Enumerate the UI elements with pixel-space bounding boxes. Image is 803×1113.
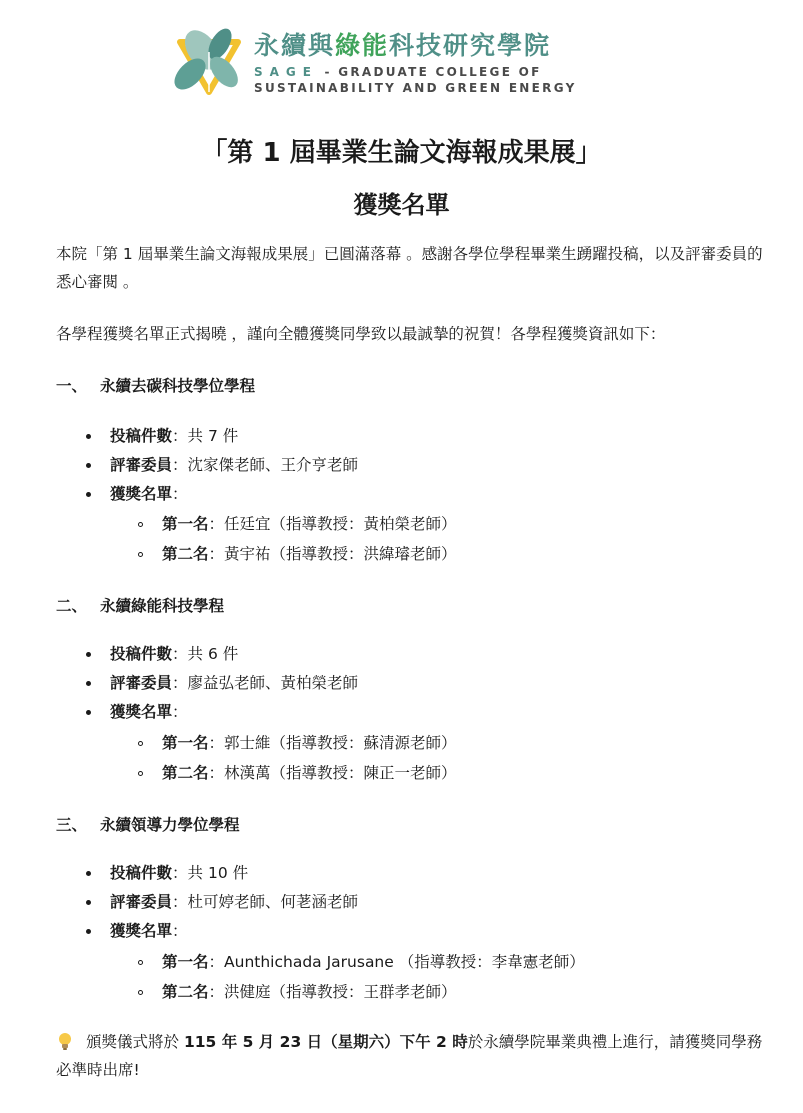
page-title: 「第 1 屆畢業生論文海報成果展」 bbox=[201, 138, 602, 168]
second-place-item: 第二名：黃宇祐（指導教授：洪緯璿老師） bbox=[138, 539, 457, 569]
ceremony-notice: 頒獎儀式將於 115 年 5 月 23 日（星期六）下午 2 時於永續學院畢業典禮上進行，請獲獎同學務必準時出席! bbox=[56, 1033, 763, 1079]
second-place-item: 第二名：林漢萬（指導教授：陳正一老師） bbox=[138, 758, 457, 788]
lightbulb-icon bbox=[56, 1031, 74, 1051]
intro-paragraph-1: 本院「第 1 屆畢業生論文海報成果展」已圓滿落幕 。感謝各學位學程畢業生踴躍投稿，以及評審委員的悉心審閱 。 bbox=[56, 245, 763, 291]
sage-logo-icon bbox=[172, 22, 246, 96]
section-heading: 二、 永續綠能科技學程 bbox=[56, 597, 225, 615]
submissions-item: 投稿件數：共 10 件 bbox=[84, 859, 358, 888]
section-heading: 三、 永續領導力學位學程 bbox=[56, 816, 240, 834]
college-name-english-line1: SAGE - GRADUATE COLLEGE OF bbox=[254, 65, 542, 79]
awards-item: 獲獎名單： bbox=[84, 480, 358, 509]
college-name-english-line2: SUSTAINABILITY AND GREEN ENERGY bbox=[254, 81, 577, 95]
first-place-item: 第一名：任廷宜（指導教授：黃柏榮老師） bbox=[138, 509, 457, 539]
award-list bbox=[138, 509, 457, 569]
submissions-item: 投稿件數：共 7 件 bbox=[84, 422, 358, 451]
judges-item: 評審委員：廖益弘老師、黃柏榮老師 bbox=[84, 669, 358, 698]
second-place-item: 第二名：洪健庭（指導教授：王群孝老師） bbox=[138, 977, 585, 1007]
college-header bbox=[172, 22, 577, 100]
submissions-item: 投稿件數：共 6 件 bbox=[84, 640, 358, 669]
college-name-chinese: 永續與綠能科技研究學院 bbox=[254, 31, 552, 60]
judges-item: 評審委員：沈家傑老師、王介亨老師 bbox=[84, 451, 358, 480]
award-list bbox=[138, 728, 457, 788]
section-details bbox=[84, 422, 358, 509]
awards-item: 獲獎名單： bbox=[84, 698, 358, 727]
judges-item: 評審委員：杜可婷老師、何荖涵老師 bbox=[84, 888, 358, 917]
intro-paragraph-2: 各學程獲獎名單正式揭曉 ，謹向全體獲獎同學致以最誠摯的祝賀！各學程獲獎資訊如下： bbox=[56, 325, 666, 343]
awards-item: 獲獎名單： bbox=[84, 917, 358, 946]
award-list bbox=[138, 947, 585, 1007]
page-subtitle: 獲獎名單 bbox=[353, 191, 450, 219]
section-details bbox=[84, 859, 358, 946]
first-place-item: 第一名：郭士維（指導教授：蘇清源老師） bbox=[138, 728, 457, 758]
section-details bbox=[84, 640, 358, 727]
section-heading: 一、 永續去碳科技學位學程 bbox=[56, 377, 256, 395]
first-place-item: 第一名：Aunthichada Jarusane （指導教授：李韋憲老師） bbox=[138, 947, 585, 977]
